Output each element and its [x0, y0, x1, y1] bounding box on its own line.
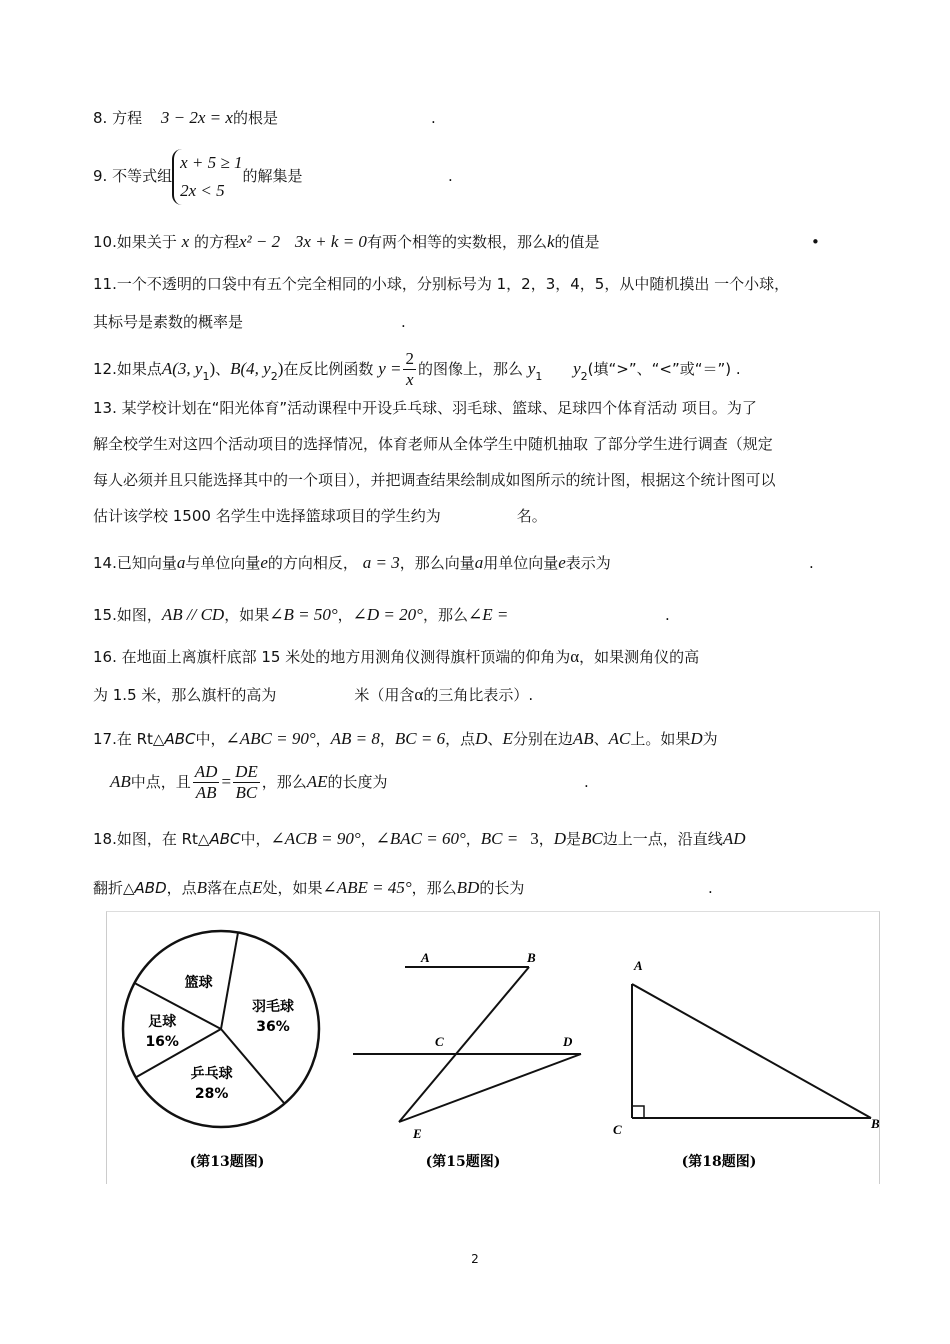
q18-triangle: ABC	[209, 830, 241, 848]
q14-text: 14.已知向量	[93, 554, 177, 572]
q17-ae: AE	[306, 772, 328, 791]
fig18-label-a: A	[634, 958, 643, 973]
q12-point-a: A(3, y	[161, 359, 203, 378]
pie-label-2: 乒乓球	[190, 1066, 233, 1083]
q18-abe: ∠ABE = 45°	[322, 878, 412, 897]
q17-ab: AB = 8	[330, 729, 380, 748]
fig15-label-b: B	[527, 950, 536, 965]
q14-text2: 与单位向量	[185, 554, 261, 572]
q13-line4: 估计该学校 1500 名学生中选择篮球项目的学生约为	[93, 507, 441, 525]
q17-l2b: 中点，且	[130, 773, 191, 791]
q18-l2f: 的长为	[479, 879, 525, 897]
q17-text4: 分别在边	[512, 730, 573, 748]
q12-close-a: )	[209, 359, 216, 378]
q8-text2: 的根是	[232, 109, 278, 127]
q18-text2: 中，	[240, 830, 271, 848]
q18-l2e: ，那么	[411, 879, 457, 897]
q14-text6: 表示为	[565, 554, 611, 572]
q12-sep: 、	[215, 360, 231, 378]
pie-label-0: 篮球	[184, 975, 213, 992]
question-10	[93, 231, 873, 253]
q12-func-lhs: y =	[378, 359, 402, 378]
fig15-label-c: C	[435, 1034, 444, 1049]
q14-blank-end: .	[809, 554, 814, 572]
q14-vec-e: e	[260, 553, 268, 572]
q12-sub1: 1	[202, 370, 210, 383]
q17-bc: BC = 6	[394, 729, 446, 748]
q10-text: 10.如果关于	[93, 233, 177, 251]
q12-func-den: x	[405, 370, 414, 389]
q17-sep: 、	[487, 730, 503, 748]
q18-b: B	[196, 878, 208, 897]
q18-bc2: BC	[581, 829, 603, 848]
q18-e: E	[252, 878, 263, 897]
q16-line1b: ，如果测角仪的高	[579, 648, 700, 666]
q8-number: 8.	[93, 109, 108, 127]
pie-label-3: 足球	[148, 1013, 177, 1030]
q10-var: x	[181, 232, 190, 251]
question-9	[93, 146, 873, 206]
q11-blank-end: .	[401, 313, 406, 331]
q10-blank-end: •	[811, 233, 820, 251]
q18-l2c: 落在点	[207, 879, 253, 897]
q9-inequality-2: 2x < 5	[180, 180, 225, 200]
q18-text4: 是	[566, 830, 582, 848]
fig18-right-angle-mark	[632, 1106, 644, 1118]
question-18-line2	[93, 877, 873, 899]
q12-y2-sub: 2	[580, 370, 588, 383]
q12-text4: (填“>”、“<”或“＝”)	[587, 360, 732, 378]
fig13-caption: (第13题图)	[189, 1154, 265, 1170]
q17-l2a: AB	[110, 772, 131, 791]
question-11-line1	[93, 273, 873, 295]
q17-text: 17.在 Rt△	[93, 730, 165, 748]
fig18-label-c: C	[613, 1122, 622, 1137]
question-11-line2	[93, 311, 873, 333]
q17-frac1-num: AD	[194, 762, 218, 781]
q10-text2: 的方程	[193, 233, 239, 251]
q17-text6: 为	[702, 730, 718, 748]
fig15-caption: (第15题图)	[425, 1154, 501, 1170]
q12-func-num: 2	[405, 349, 414, 368]
q18-bac: ∠BAC = 60°	[375, 829, 466, 848]
question-16-line1	[93, 646, 873, 668]
q17-l2c: ，那么	[261, 773, 307, 791]
q15-text2: ，如果	[224, 606, 270, 624]
fig15-label-a: A	[421, 950, 430, 965]
q17-ac: AC	[608, 729, 631, 748]
q11-line1: 11.一个不透明的口袋中有五个完全相同的小球，分别标号为 1，2，3，4，5，从中随机摸出 一个小球，	[93, 275, 790, 293]
question-16-line2	[93, 684, 873, 706]
q13-line3: 每人必须并且只能选择其中的一个项目），并把调查结果绘制成如图所示的统计图，根据这个统计图可以	[93, 471, 776, 489]
q10-text3: 有两个相等的实数根，那么	[366, 233, 547, 251]
q15-angle-e: ∠E =	[467, 605, 509, 624]
q14-vec-a2: a	[474, 553, 484, 572]
q17-triangle: ABC	[164, 730, 196, 748]
question-15	[93, 604, 873, 626]
q17-l2d: 的长度为	[327, 773, 388, 791]
q11-line2: 其标号是素数的概率是	[93, 313, 244, 331]
q17-text3: ，点	[445, 730, 476, 748]
question-13	[93, 390, 863, 534]
q14-vec-e2: e	[558, 553, 566, 572]
q17-frac2-num: DE	[235, 762, 258, 781]
figures-svg	[107, 912, 879, 1184]
q18-bc-value: 3	[530, 829, 539, 848]
q12-text: 12.如果点	[93, 360, 162, 378]
q13-end: 名。	[516, 507, 547, 525]
q12-close-b: )	[277, 359, 284, 378]
q10-k: k	[546, 232, 555, 251]
q15-parallel: AB // CD	[161, 605, 225, 624]
q17-e: E	[502, 729, 513, 748]
q12-y1: y	[527, 359, 536, 378]
question-8	[93, 107, 873, 129]
q17-d: D	[475, 729, 488, 748]
q15-text: 15.如图，	[93, 606, 162, 624]
q18-text3: ，	[538, 830, 554, 848]
q9-blank-end: .	[448, 167, 453, 185]
q17-frac1-den: AB	[195, 783, 217, 802]
q18-text5: 边上一点，沿直线	[602, 830, 723, 848]
pie-percent-2: 28%	[194, 1086, 229, 1103]
q15-blank-end: .	[665, 606, 670, 624]
q18-d: D	[553, 829, 567, 848]
q8-text: 方程	[112, 109, 143, 127]
q15-angle-d: ∠D = 20°	[352, 605, 423, 624]
q9-inequality-1: x + 5 ≥ 1	[180, 152, 243, 172]
q13-line2: 解全校学生对这四个活动项目的选择情况，体育老师从全体学生中随机抽取 了部分学生进行调查（规定	[93, 435, 773, 453]
fig18-caption: (第18题图)	[681, 1154, 757, 1170]
q9-number: 9.	[93, 167, 108, 185]
fig15-label-d: D	[563, 1034, 573, 1049]
q12-end: .	[735, 360, 741, 378]
q8-blank-end: .	[431, 109, 436, 127]
question-17-line1: 17.在 Rt△ABC中，∠ABC = 90°，AB = 8，BC = 6，点D、E分别在边AB、AC上。如果D为	[93, 729, 718, 748]
question-18-line1: 18.如图，在 Rt△ABC中，∠ACB = 90°，∠BAC = 60°，BC = 3，D是BC边上一点，沿直线AD	[93, 829, 746, 848]
q10-eq-a: x² − 2	[238, 232, 281, 251]
q15-sep: ，	[337, 606, 353, 624]
q16-line2a: 为 1.5 米，那么旗杆的高为	[93, 686, 277, 704]
q17-text5: 上。如果	[630, 730, 691, 748]
q14-vec-a: a	[176, 553, 186, 572]
figures-panel	[106, 911, 880, 1184]
fig15-diagram	[353, 967, 581, 1122]
q12-sub2: 2	[270, 370, 278, 383]
q16-alpha: α	[570, 647, 580, 666]
q12-y2: y	[573, 359, 581, 378]
q18-abd: ABD	[134, 879, 167, 897]
q17-angle: ∠ABC = 90°	[225, 729, 316, 748]
q10-text4: 的值是	[554, 233, 600, 251]
q18-l2a: 翻折△	[93, 879, 135, 897]
question-17-line2: AB中点，且 $\frac{AD}{AB}$ = $\frac{DE}{BC}$ ，那么AE的长度为 .	[110, 762, 589, 802]
fig15-label-e: E	[413, 1126, 422, 1141]
q15-angle-b: ∠B = 50°	[269, 605, 338, 624]
q16-alpha2: α	[414, 685, 424, 704]
q18-acb: ∠ACB = 90°	[270, 829, 361, 848]
pie-chart	[123, 931, 319, 1127]
q14-text4: ，那么向量	[399, 554, 475, 572]
page-number: 2	[471, 1252, 479, 1266]
q17-frac2-den: BC	[235, 783, 258, 802]
q17-ab2: AB	[572, 729, 594, 748]
q12-y1-sub: 1	[535, 370, 543, 383]
q16-line1: 16. 在地面上离旗杆底部 15 米处的地方用测角仪测得旗杆顶端的仰角为	[93, 648, 571, 666]
pie-percent-3: 16%	[145, 1033, 179, 1050]
q18-l2b: ，点	[166, 879, 197, 897]
q18-text: 18.如图，在 Rt△	[93, 830, 210, 848]
q17-blank-end: .	[584, 773, 589, 791]
fig18-side-ab	[632, 984, 871, 1118]
q8-equation: 3 − 2x = x	[160, 108, 233, 127]
pie-percent-1: 36%	[256, 1018, 290, 1035]
q16-line2b: 米（用含	[354, 686, 415, 704]
q18-l2d: 处，如果	[262, 879, 323, 897]
fig18-label-b: B	[871, 1116, 879, 1131]
fig18-diagram	[632, 984, 871, 1118]
q18-bc: BC =	[480, 829, 519, 848]
q12-text2: 在反比例函数	[283, 360, 374, 378]
question-14	[93, 552, 873, 574]
q18-bd: BD	[456, 878, 480, 897]
question-12	[93, 348, 873, 390]
q14-abs: a = 3	[362, 553, 400, 572]
q18-ad: AD	[722, 829, 746, 848]
q12-text3: 的图像上，那么	[417, 360, 523, 378]
q14-text5: 用单位向量	[483, 554, 559, 572]
q10-eq-b: 3x + k = 0	[294, 232, 367, 251]
q14-text3: 的方向相反，	[267, 554, 358, 572]
q9-text2: 的解集是	[242, 167, 303, 185]
pie-label-1: 羽毛球	[252, 998, 295, 1015]
q15-text3: ，那么	[422, 606, 468, 624]
q13-line1: 13. 某学校计划在“阳光体育”活动课程中开设乒乓球、羽毛球、篮球、足球四个体育活动 项目。为了	[93, 399, 757, 417]
q12-point-b: B(4, y	[230, 359, 271, 378]
q16-line2c: 的三角比表示）.	[423, 686, 534, 704]
q17-d2: D	[690, 729, 703, 748]
q17-text2: 中，	[195, 730, 226, 748]
q18-blank-end: .	[708, 879, 713, 897]
q9-text: 不等式组	[112, 167, 173, 185]
